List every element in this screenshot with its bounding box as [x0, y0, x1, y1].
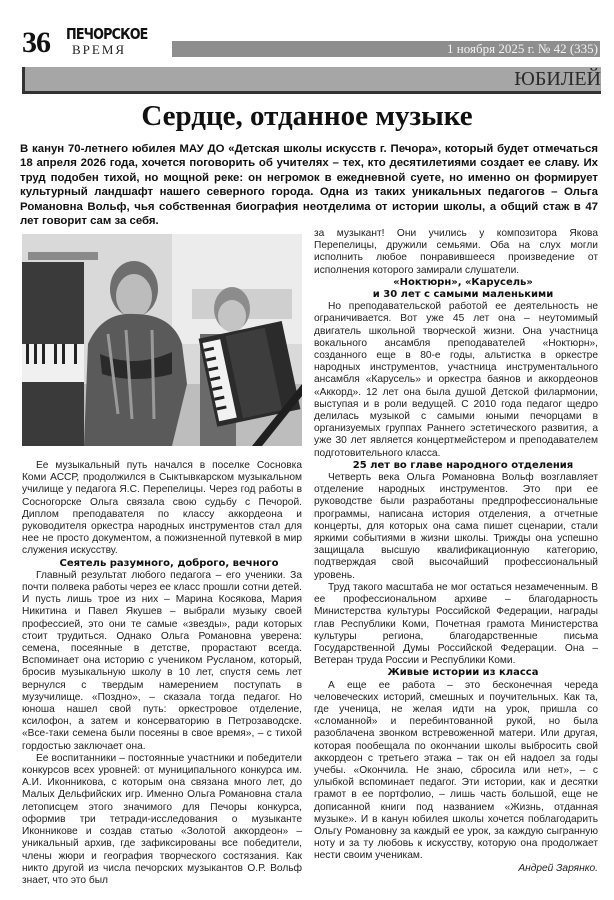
- rubric-bar: [22, 67, 601, 94]
- paragraph-ensembles: Но преподавательской работой ее деятельность не ограничивается. Вот уже 45 лет она – неутомимый двигатель школьной творческой жизни. Она участница вокального ансамбля преподавателей «Ноктюрн», созданного еще в 80-е годы, альтистка в оркестре народных инструментов, участница инструментального ансамбля «Карусель» и оркестра баянов и аккордеонов «Аккорд». 12 лет она была душой Детской филармонии, выступая и в роли ведущей. С 2010 года педагог щедро делилась музыкой с самыми юными печорцами в организуемых группах Раннего эстетического развития, а уже 30 лет является концертмейстером и преподавателем подготовительного класса.: [314, 301, 598, 459]
- author-signature: Андрей Зарянко.: [518, 862, 598, 874]
- newspaper-logo: [66, 26, 171, 60]
- article-photo: [22, 234, 302, 446]
- subhead-sower: Сеятель разумного, доброго, вечного: [59, 557, 279, 569]
- logo-bottom-text: ВРЕМЯ: [72, 42, 127, 57]
- paragraph-biography: Ее музыкальный путь начался в поселке Сосновка Коми АССР, продолжился в Сыктывкарском музыкальном училище у педагога Я.С. Перепелицы. Через год работы в Сосногорске Ольга связала свою судьбу с Печорой. Диплом преподавателя по классу аккордеона и руководителя оркестра народных инструментов стал для нее не просто документом, а пожизненной путевкой в мир служения искусству.: [22, 460, 302, 557]
- paragraph-students: Главный результат любого педагога – его ученики. За почти полвека работы через ее класс прошли сотни детей. И пусть лишь трое из них – Марина Косякова, Мария Никитина и Павел Якушев – выбрали музыку своей профессией, это они те самые «звезды», ради которых стоит трудиться. Однако Ольга Романовна уверена: семена, посеянные в детстве, прорастают всегда. Вспоминает она историю с учеником Русланом, который, бросив музыкальную школу в 10 лет, спустя семь лет вернулся с твердым намерением поступать в музучилище. «Поздно», – сказала тогда педагог. Но юноша нашел свой путь: оркестровое отделение, ксилофон, а затем и консерваторию в Петрозаводске. «Все-таки семена были посеяны в свое время», – с тихой гордостью заключает она.: [22, 569, 302, 752]
- left-column: [22, 460, 302, 887]
- subhead-nocturne-line1: «Ноктюрн», «Карусель»: [393, 276, 533, 288]
- article-lead: В канун 70-летнего юбилея МАУ ДО «Детская школы искусств г. Печора», который будет отмечаться 18 апреля 2026 года, хочется поговорить об учителях – тех, кто десятилетиями создает ее славу. Их труд подобен тихой, но мощной реке: он негромок в ежедневной суете, но именно он формирует культурный ландшафт нашего северного города. Одна из таких уникальных педагогов – Ольга Романовна Вольф, чья собственная биография неотделима от истории школы, а общий стаж в 47 лет говорит сам за себя.: [20, 143, 598, 228]
- masthead: [22, 26, 600, 62]
- paragraph-department: Четверть века Ольга Романовна Вольф возглавляет отделение народных инструментов. Это при ее руководстве были разработаны предпрофессиональные программы, написана история отделения, а отчетные концерты, для которых она сама пишет сценарии, стали яркими событиями в жизни школы. Трижды она успешно защищала высшую квалификационную категорию, подтверждая свой высочайший профессиональный уровень.: [314, 472, 598, 581]
- rubric-label: ЮБИЛЕЙ: [514, 68, 601, 90]
- page-number: 36: [22, 26, 50, 59]
- paragraph-stories: А еще ее работа – это бесконечная череда человеческих историй, смешных и поучительных. Как та, где ученица, не желая идти на урок, пришла со «сломанной» и перебинтованной рукой, но была разоблачена звонком встревоженной матери. Или другая, которая пообещала по окончании школы выбросить свой аккордеон с третьего этажа – так он ей надоел за годы учебы. «Окончила. Не знаю, сбросила или нет», – с улыбкой вспоминает педагог. Эти истории, как и десятки грамот в ее портфолио, – лишь часть большой, еще не дописанной книги под названием «Жизнь, отданная музыке». И в канун юбилея школы хочется поблагодарить Ольгу Романовну за каждый ее урок, за каждую сыгранную ноту и за ту любовь к искусству, которую она продолжает нести своим ученикам.: [314, 679, 598, 862]
- photo-image-icon: [22, 234, 302, 446]
- issue-date-bar: [172, 41, 600, 57]
- subhead-department: 25 лет во главе народного отделения: [352, 459, 574, 471]
- subhead-nocturne-line2: и 30 лет с самыми маленькими: [372, 289, 554, 301]
- subhead-stories: Живые истории из класса: [387, 667, 539, 679]
- logo-top-text: ПЕЧОРСКОЕ: [66, 25, 148, 43]
- article-headline: Сердце, отданное музыке: [141, 100, 473, 132]
- paragraph-competitions: Ее воспитанники – постоянные участники и победители конкурсов всех уровней: от муниципального конкурса им. А.И. Иконникова, с которым она связана много лет, до Малых Дельфийских игр. Именно Ольга Романовна стала летописцем этого значимого для Печоры конкурса, оформив три тетради-исследования о музыканте Иконникове и создав статью «Золотой аккордеон» – уникальный архив, где зафиксированы все победители, члены жюри и география творческого состязания. Как никто другой из числа печорских музыкантов О.Р. Вольф знает, что это был: [22, 752, 302, 886]
- paragraph-awards: Труд такого масштаба не мог остаться незамеченным. В ее профессиональном архиве – благодарность Министерства культуры Российской Федерации, награды глав Республики Коми, Почетная грамота Министерства культуры региона, благодарственные письма Государственной Думы Российской Федерации. Она – Ветеран труда России и Республики Коми.: [314, 581, 598, 667]
- right-column: [314, 228, 598, 875]
- paragraph-continuation: за музыкант! Они учились у композитора Якова Перепелицы, дружили семьями. Оба на слух могли исполнить любое понравившееся произведение от исполнения которого замирали слушатели.: [314, 228, 598, 276]
- issue-date: 1 ноября 2025 г. № 42 (335): [447, 41, 598, 56]
